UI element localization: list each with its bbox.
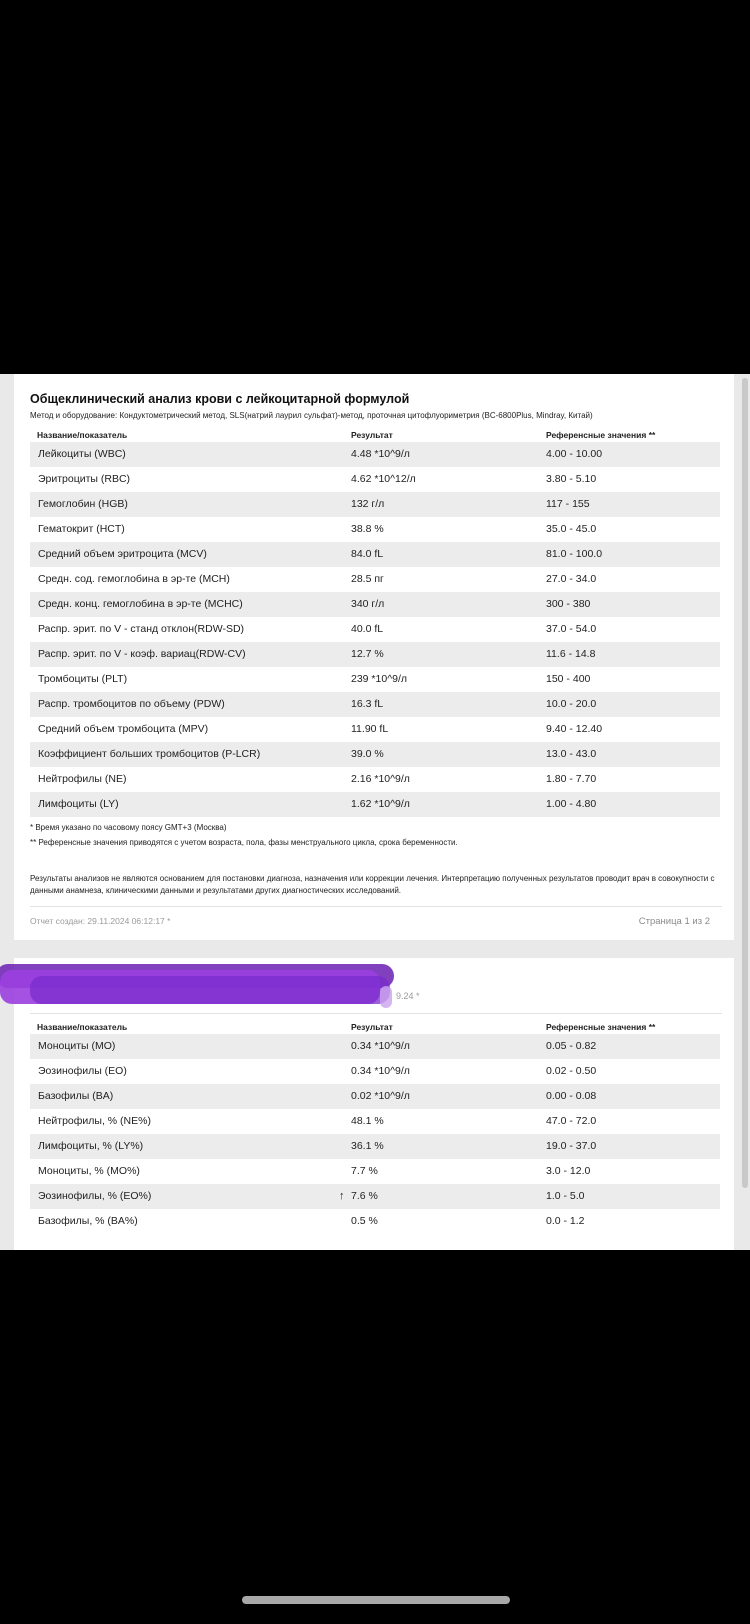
- row-name: Средний объем эритроцита (MCV): [38, 548, 207, 560]
- home-indicator[interactable]: [242, 1596, 510, 1604]
- header-divider: [30, 1013, 722, 1014]
- row-name: Эозинофилы (EO): [38, 1065, 127, 1077]
- column-header-name: Название/показатель: [37, 430, 128, 440]
- column-header-result: Результат: [351, 1022, 393, 1032]
- table-row: [30, 1059, 720, 1084]
- row-name: Лимфоциты, % (LY%): [38, 1140, 144, 1152]
- row-reference: 3.0 - 12.0: [546, 1165, 591, 1177]
- row-result: 4.48 *10^9/л: [351, 448, 410, 460]
- row-reference: 35.0 - 45.0: [546, 523, 597, 535]
- table-header: [37, 428, 717, 442]
- reference-note: ** Референсные значения приводятся с учетом возраста, пола, фазы менструального цикла, срока беременности.: [30, 838, 458, 847]
- table-row: [30, 1109, 720, 1134]
- table-row: [30, 442, 720, 467]
- row-name: Моноциты, % (MO%): [38, 1165, 140, 1177]
- row-name: Нейтрофилы, % (NE%): [38, 1115, 151, 1127]
- table-row: [30, 692, 720, 717]
- row-result: 16.3 fL: [351, 698, 384, 710]
- row-reference: 47.0 - 72.0: [546, 1115, 597, 1127]
- table-row: [30, 667, 720, 692]
- disclaimer-text: Результаты анализов не являются основанием для постановки диагноза, назначения или коррекции лечения. Интерпретацию полученных результатов проводит врач в совокупности с данными анамнеза, клиническими данными и результатами других диагностических исследований.: [30, 874, 715, 895]
- method-description: Метод и оборудование: Кондуктометрический метод, SLS(натрий лаурил сульфат)-метод, проточная цитофлуориметрия (BC-6800Plus, Mindray, Китай): [30, 411, 593, 420]
- report-created-timestamp: Отчет создан: 29.11.2024 06:12:17 *: [30, 916, 171, 926]
- row-name: Лейкоциты (WBC): [38, 448, 126, 460]
- pdf-viewer[interactable]: [0, 374, 750, 1250]
- table-row: [30, 1134, 720, 1159]
- row-name: Нейтрофилы (NE): [38, 773, 127, 785]
- results-table: [30, 442, 720, 817]
- row-result: 0.34 *10^9/л: [351, 1040, 410, 1052]
- row-name: Гемоглобин (HGB): [38, 498, 128, 510]
- row-result: 340 г/л: [351, 598, 385, 610]
- row-reference: 37.0 - 54.0: [546, 623, 597, 635]
- row-reference: 0.02 - 0.50: [546, 1065, 597, 1077]
- report-page-1: [14, 374, 734, 940]
- row-result: 7.7 %: [351, 1165, 378, 1177]
- row-name: Эозинофилы, % (EO%): [38, 1190, 152, 1202]
- row-reference: 1.80 - 7.70: [546, 773, 597, 785]
- row-reference: 3.80 - 5.10: [546, 473, 597, 485]
- table-row: [30, 617, 720, 642]
- row-reference: 81.0 - 100.0: [546, 548, 603, 560]
- row-reference: 10.0 - 20.0: [546, 698, 597, 710]
- row-result: 11.90 fL: [351, 723, 389, 735]
- row-reference: 4.00 - 10.00: [546, 448, 603, 460]
- row-name: Средн. конц. гемоглобина в эр-те (MCHC): [38, 598, 243, 610]
- row-name: Средн. сод. гемоглобина в эр-те (MCH): [38, 573, 230, 585]
- row-reference: 11.6 - 14.8: [546, 648, 596, 660]
- row-name: Базофилы (BA): [38, 1090, 114, 1102]
- high-flag-icon: ↑: [339, 1190, 345, 1202]
- row-reference: 19.0 - 37.0: [546, 1140, 597, 1152]
- table-row: [30, 592, 720, 617]
- timezone-note: * Время указано по часовому поясу GMT+3 (Москва): [30, 823, 227, 832]
- column-header-reference: Референсные значения **: [546, 1022, 656, 1032]
- row-result: 12.7 %: [351, 648, 384, 660]
- report-title: Общеклинический анализ крови с лейкоцитарной формулой: [30, 392, 410, 406]
- table-row: [30, 467, 720, 492]
- column-header-reference: Референсные значения **: [546, 430, 656, 440]
- row-name: Моноциты (MO): [38, 1040, 116, 1052]
- row-result: 2.16 *10^9/л: [351, 773, 410, 785]
- row-result: 0.02 *10^9/л: [351, 1090, 410, 1102]
- row-name: Распр. эрит. по V - станд отклон(RDW-SD): [38, 623, 245, 635]
- row-result: 4.62 *10^12/л: [351, 473, 416, 485]
- table-row: [30, 792, 720, 817]
- table-row: [30, 642, 720, 667]
- row-reference: 1.0 - 5.0: [546, 1190, 585, 1202]
- row-reference: 27.0 - 34.0: [546, 573, 597, 585]
- row-result: 84.0 fL: [351, 548, 384, 560]
- row-result: 132 г/л: [351, 498, 385, 510]
- row-name: Тромбоциты (PLT): [38, 673, 128, 685]
- results-table: [30, 1034, 720, 1234]
- column-header-result: Результат: [351, 430, 393, 440]
- row-result: 40.0 fL: [351, 623, 384, 635]
- table-row: [30, 492, 720, 517]
- row-reference: 9.40 - 12.40: [546, 723, 603, 735]
- header-date-partial: 9.24 *: [396, 991, 420, 1001]
- footer-divider: [30, 906, 722, 907]
- row-name: Распр. тромбоцитов по объему (PDW): [38, 698, 225, 710]
- row-name: Распр. эрит. по V - коэф. вариац(RDW-CV): [38, 648, 246, 660]
- table-row: [30, 567, 720, 592]
- row-result: 39.0 %: [351, 748, 384, 760]
- row-result: 36.1 %: [351, 1140, 384, 1152]
- row-reference: 0.0 - 1.2: [546, 1215, 585, 1227]
- vertical-scrollbar[interactable]: [742, 378, 748, 1188]
- row-result: 7.6 %: [351, 1190, 378, 1202]
- row-reference: 13.0 - 43.0: [546, 748, 597, 760]
- row-name: Эритроциты (RBC): [38, 473, 131, 485]
- table-header: [37, 1020, 717, 1034]
- row-result: 38.8 %: [351, 523, 384, 535]
- table-row: [30, 717, 720, 742]
- table-row: [30, 1084, 720, 1109]
- row-name: Лимфоциты (LY): [38, 798, 119, 810]
- row-result: 1.62 *10^9/л: [351, 798, 410, 810]
- row-result: 0.34 *10^9/л: [351, 1065, 410, 1077]
- row-reference: 117 - 155: [546, 498, 590, 510]
- row-reference: 1.00 - 4.80: [546, 798, 597, 810]
- row-name: Средний объем тромбоцита (MPV): [38, 723, 209, 735]
- table-row: [30, 742, 720, 767]
- table-row: [30, 1159, 720, 1184]
- table-row: [30, 767, 720, 792]
- row-name: Коэффициент больших тромбоцитов (P-LCR): [38, 748, 261, 760]
- row-result: 48.1 %: [351, 1115, 384, 1127]
- row-reference: 150 - 400: [546, 673, 591, 685]
- row-reference: 300 - 380: [546, 598, 591, 610]
- table-row: [30, 517, 720, 542]
- row-result: 0.5 %: [351, 1215, 378, 1227]
- page-number: Страница 1 из 2: [638, 916, 710, 927]
- row-name: Базофилы, % (BA%): [38, 1215, 138, 1227]
- row-reference: 0.00 - 0.08: [546, 1090, 597, 1102]
- table-row: [30, 1184, 720, 1209]
- table-row: [30, 1034, 720, 1059]
- column-header-name: Название/показатель: [37, 1022, 128, 1032]
- table-row: [30, 542, 720, 567]
- table-row: [30, 1209, 720, 1234]
- row-reference: 0.05 - 0.82: [546, 1040, 597, 1052]
- row-name: Гематокрит (HCT): [38, 523, 125, 535]
- row-result: 28.5 пг: [351, 573, 384, 585]
- row-result: 239 *10^9/л: [351, 673, 408, 685]
